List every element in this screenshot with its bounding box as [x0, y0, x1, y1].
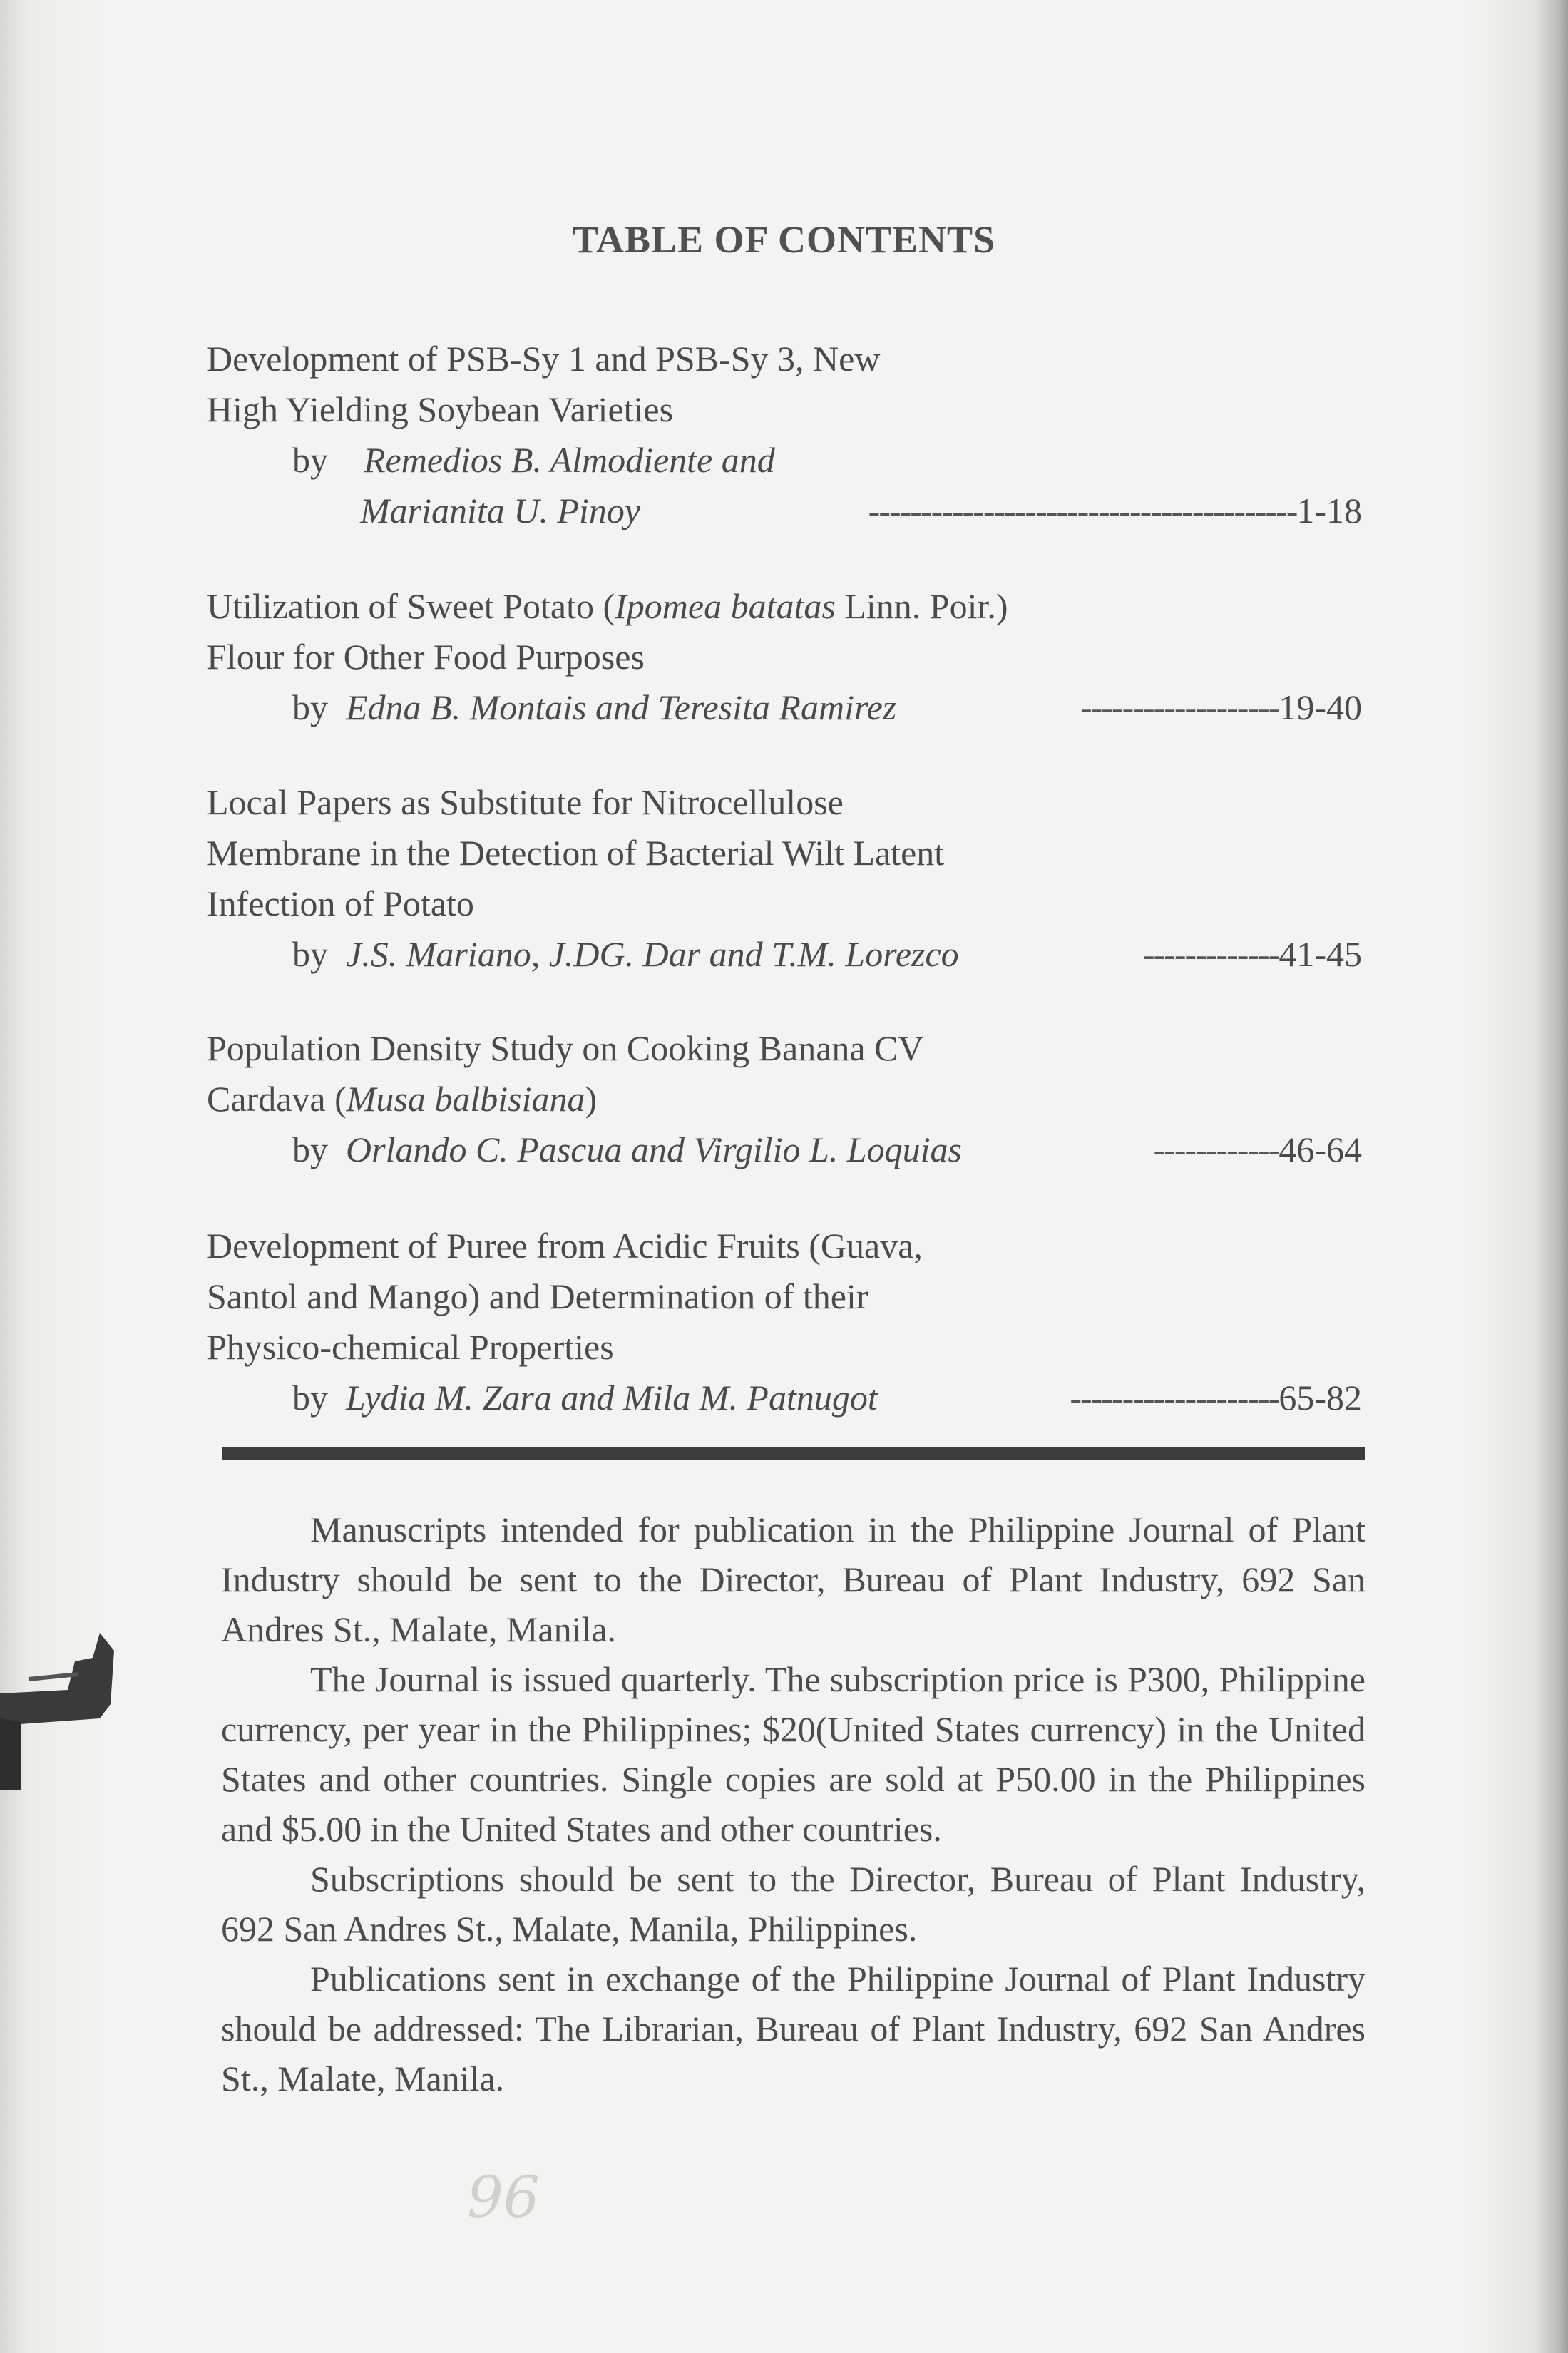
entry-title-line: Flour for Other Food Purposes: [207, 637, 645, 677]
entry-byline: [207, 435, 1362, 486]
by-label: by: [292, 1378, 328, 1418]
entry-title-line: Physico-chemical Properties: [207, 1327, 614, 1367]
entry-title-text: ): [585, 1079, 598, 1119]
entry-title-line: Infection of Potato: [207, 883, 474, 923]
entry-pages: [1154, 1124, 1362, 1175]
note-paragraph: Manuscripts intended for publication in the Philippine Journal of Plant Industry should be sent to the Director, Bureau of Plant Industry, 692 San Andres St., Malate, Manila.: [221, 1509, 1365, 1649]
entry-title-text: Utilization of Sweet Potato (: [207, 586, 615, 626]
table-of-contents-heading: TABLE OF CONTENTS: [572, 218, 996, 261]
note-paragraph: Publications sent in exchange of the Philippine Journal of Plant Industry should be addressed: The Librarian, Bureau of Plant Industry, 692 San Andres St., Malate, Manila.: [221, 1959, 1365, 2098]
entry-title-line: High Yielding Soybean Varieties: [207, 389, 674, 429]
toc-entry: [207, 334, 1362, 536]
toc-entry: [207, 1023, 1362, 1175]
binding-clip-mark: [0, 1619, 118, 1790]
entry-page-range: 19-40: [1279, 687, 1362, 727]
toc-entry: [207, 777, 1362, 980]
entry-page-range: 65-82: [1279, 1378, 1362, 1418]
toc-entry: [207, 1221, 1362, 1423]
entry-authors: Edna B. Montais and Teresita Ramirez: [346, 687, 897, 727]
entry-authors: Remedios B. Almodiente and: [364, 440, 775, 480]
entry-authors: Orlando C. Pascua and Virgilio L. Loquias: [346, 1129, 962, 1169]
entry-page-range: 46-64: [1279, 1129, 1362, 1169]
dot-leader: -----------------------------------------: [868, 491, 1297, 530]
entry-authors: J.S. Mariano, J.DG. Dar and T.M. Lorezco: [346, 934, 959, 974]
by-label: by: [292, 687, 328, 727]
entry-title-line: [207, 1074, 1362, 1124]
entry-pages: [1080, 682, 1362, 733]
note-paragraph: Subscriptions should be sent to the Director, Bureau of Plant Industry, 692 San Andres St., Malate, Manila, Philippines.: [221, 1859, 1365, 1949]
entry-title-text: Linn. Poir.): [835, 586, 1008, 626]
dot-leader: -------------: [1142, 934, 1279, 974]
dot-leader: --------------------: [1070, 1378, 1279, 1418]
entry-authors: Lydia M. Zara and Mila M. Patnugot: [346, 1378, 878, 1418]
entry-authors: Marianita U. Pinoy: [360, 491, 641, 530]
entry-title-line: Santol and Mango) and Determination of their: [207, 1276, 868, 1316]
entry-title-line: Local Papers as Substitute for Nitrocellulose: [207, 782, 844, 822]
entry-title-line: Population Density Study on Cooking Banana CV: [207, 1028, 924, 1068]
entry-title-line: Development of PSB-Sy 1 and PSB-Sy 3, New: [207, 339, 881, 379]
by-label: by: [292, 440, 328, 480]
entry-page-range: 1-18: [1296, 491, 1362, 530]
dot-leader: -------------------: [1080, 687, 1279, 727]
entry-pages: [1070, 1373, 1362, 1423]
pencil-annotation: 96: [467, 2164, 540, 2230]
entry-title-line: Development of Puree from Acidic Fruits (Guava,: [207, 1226, 923, 1266]
entry-title-text: Cardava (: [207, 1079, 347, 1119]
entry-title-line: [207, 581, 1362, 632]
entry-page-range: 41-45: [1279, 934, 1362, 974]
by-label: by: [292, 1129, 328, 1169]
entry-title-line: Membrane in the Detection of Bacterial Wilt Latent: [207, 833, 945, 873]
note-paragraph: The Journal is issued quarterly. The subscription price is P300, Philippine currency, per year in the Philippines; $20(United States currency) in the United States and other countries. Single copies are sold at P50.00 in the Philippines and $5.00 in the United States and other countries.: [221, 1659, 1365, 1849]
entry-title-italic: Musa balbisiana: [346, 1079, 585, 1119]
entry-pages: [868, 486, 1362, 536]
by-label: by: [292, 934, 328, 974]
dot-leader: ------------: [1153, 1129, 1279, 1169]
toc-entry: [207, 581, 1362, 733]
section-divider: [222, 1447, 1365, 1460]
entry-pages: [1143, 929, 1362, 980]
entry-title-italic: Ipomea batatas: [615, 586, 836, 626]
publication-notes: [221, 1504, 1365, 2103]
